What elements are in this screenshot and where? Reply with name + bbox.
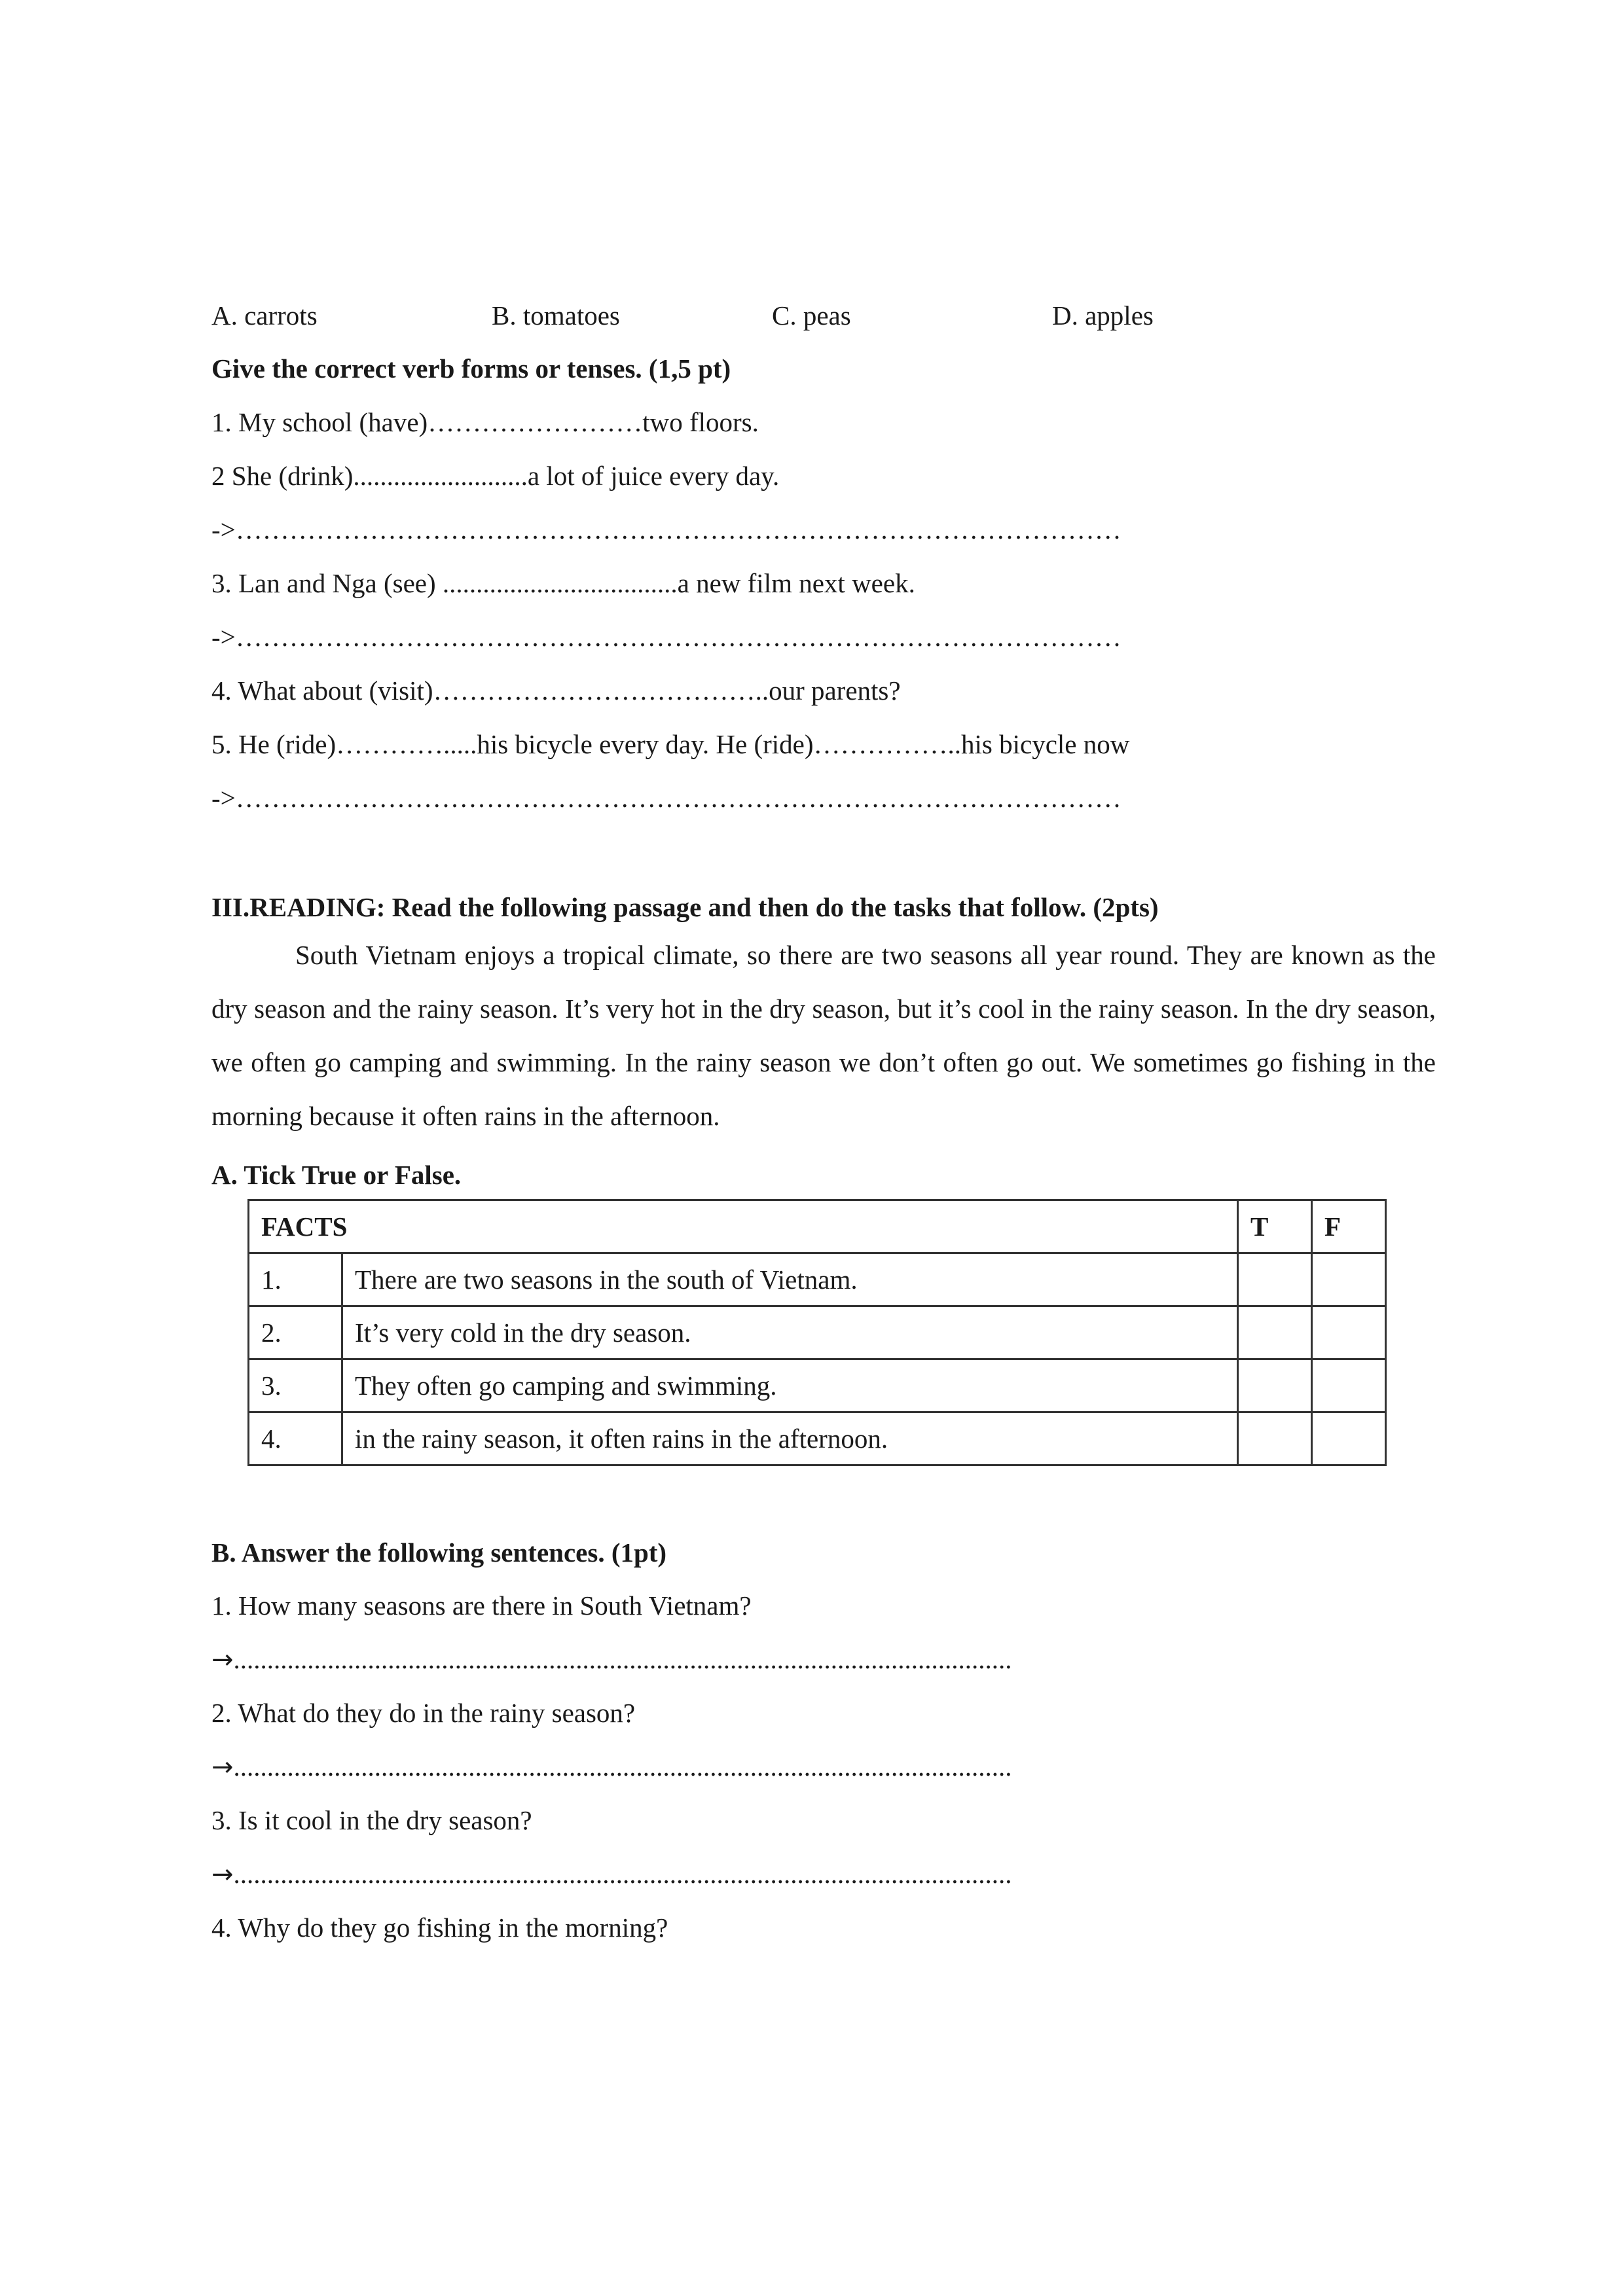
verb-answer-line: ->……………………………………………………………………………………… — [211, 783, 1122, 813]
fact-text: in the rainy season, it often rains in the afternoon. — [342, 1412, 1238, 1465]
row-number: 4. — [249, 1412, 342, 1465]
row-number: 3. — [249, 1359, 342, 1412]
true-tick-cell[interactable] — [1238, 1306, 1312, 1359]
verb-line-1: 1. My school (have)……………………two floors. — [211, 407, 759, 437]
verbs-heading: Give the correct verb forms or tenses. (1,5 pt) — [211, 353, 731, 384]
table-row — [249, 1359, 1386, 1412]
fact-text: There are two seasons in the south of Vietnam. — [342, 1253, 1238, 1306]
col-true-header: T — [1238, 1200, 1312, 1253]
mc-options-row — [211, 296, 1427, 335]
question-2: 2. What do they do in the rainy season? — [211, 1698, 636, 1728]
question-1: 1. How many seasons are there in South Vietnam? — [211, 1590, 752, 1621]
row-number: 1. — [249, 1253, 342, 1306]
arrow-icon: → — [211, 1859, 234, 1890]
question-4: 4. Why do they go fishing in the morning? — [211, 1912, 668, 1943]
table-row — [249, 1306, 1386, 1359]
verb-answer-line: ->……………………………………………………………………………………… — [211, 514, 1122, 545]
true-tick-cell[interactable] — [1238, 1359, 1312, 1412]
fact-text: They often go camping and swimming. — [342, 1359, 1238, 1412]
table-header-row — [249, 1200, 1386, 1253]
col-facts-header: FACTS — [249, 1200, 1238, 1253]
verb-line-5: 5. He (ride)………….....his bicycle every day. He (ride)……………..his bicycle now — [211, 729, 1130, 759]
true-tick-cell[interactable] — [1238, 1412, 1312, 1465]
answer-dots: .................................................................................................................... — [233, 1644, 1012, 1674]
false-tick-cell[interactable] — [1312, 1359, 1386, 1412]
answer-dots: .................................................................................................................... — [233, 1751, 1012, 1782]
verb-line-2: 2 She (drink)..........................a lot of juice every day. — [211, 461, 780, 491]
arrow-icon: → — [211, 1752, 234, 1782]
answer-line-3[interactable] — [211, 1854, 1427, 1894]
answer-heading: B. Answer the following sentences. (1pt) — [211, 1537, 667, 1568]
table-row — [249, 1253, 1386, 1306]
verb-line-3: 3. Lan and Nga (see) ...................................a new film next week. — [211, 568, 915, 598]
fact-text: It’s very cold in the dry season. — [342, 1306, 1238, 1359]
false-tick-cell[interactable] — [1312, 1412, 1386, 1465]
answer-dots: .................................................................................................................... — [233, 1859, 1012, 1889]
answer-line-2[interactable] — [211, 1747, 1427, 1787]
col-false-header: F — [1312, 1200, 1386, 1253]
tick-heading: A. Tick True or False. — [211, 1160, 462, 1190]
table-row — [249, 1412, 1386, 1465]
reading-heading: III.READING: Read the following passage and then do the tasks that follow. (2pts) — [211, 892, 1159, 922]
false-tick-cell[interactable] — [1312, 1253, 1386, 1306]
true-tick-cell[interactable] — [1238, 1253, 1312, 1306]
mc-option-a: A. carrots — [211, 300, 318, 331]
reading-passage: South Vietnam enjoys a tropical climate, so there are two seasons all year round. They are known as the dry season and the rainy season. It’s very hot in the dry season, but it’s cool in the rainy season. In the dry season, we often go camping and swimming. In the rainy season we don’t often go out. We sometimes go fishing in the morning because it often rains in the afternoon. — [211, 940, 1436, 1131]
answer-line-1[interactable] — [211, 1640, 1427, 1679]
question-3: 3. Is it cool in the dry season? — [211, 1805, 532, 1835]
mc-option-d: D. apples — [1052, 300, 1154, 331]
verb-answer-line: ->……………………………………………………………………………………… — [211, 622, 1122, 652]
false-tick-cell[interactable] — [1312, 1306, 1386, 1359]
mc-option-b: B. tomatoes — [492, 300, 620, 331]
verb-line-4: 4. What about (visit)………………………………..our parents? — [211, 675, 901, 706]
true-false-table — [247, 1199, 1387, 1466]
row-number: 2. — [249, 1306, 342, 1359]
mc-option-c: C. peas — [772, 300, 851, 331]
arrow-icon: → — [211, 1645, 234, 1675]
